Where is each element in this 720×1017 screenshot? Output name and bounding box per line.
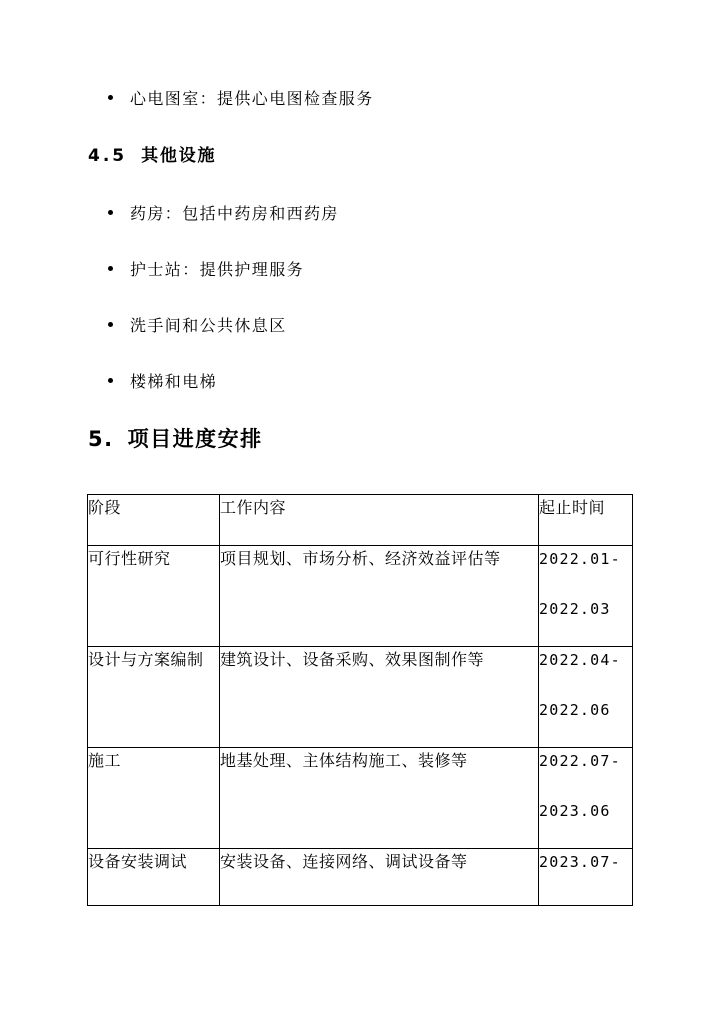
header-time: 起止时间 [539,495,633,546]
schedule-table [87,494,633,906]
bullet-icon [108,322,113,327]
section-number: 5. [88,427,114,451]
list-item [108,204,339,224]
bullet-icon [108,210,113,215]
cell-time-start: 2022.07- [539,752,621,770]
list-item [108,89,374,109]
cell-stage: 可行性研究 [88,546,220,647]
header-stage: 阶段 [88,495,220,546]
cell-stage: 施工 [88,748,220,849]
cell-time-end: 2023.06 [539,802,611,820]
bullet-icon [108,95,113,100]
cell-time [539,748,633,849]
cell-time-start: 2022.01- [539,550,621,568]
cell-time-end: 2022.03 [539,600,611,618]
header-content: 工作内容 [220,495,539,546]
cell-time-start: 2023.07- [539,853,621,871]
cell-time [539,647,633,748]
cell-content: 地基处理、主体结构施工、装修等 [220,748,539,849]
cell-stage: 设备安装调试 [88,849,220,906]
list-item [108,260,304,280]
cell-content: 安装设备、连接网络、调试设备等 [220,849,539,906]
list-item [108,316,287,336]
cell-content: 项目规划、市场分析、经济效益评估等 [220,546,539,647]
list-item-text: 楼梯和电梯 [130,372,218,391]
cell-time-start: 2022.04- [539,651,621,669]
list-item [108,372,217,392]
bullet-icon [108,378,113,383]
cell-time [539,546,633,647]
cell-time [539,849,633,906]
table-header-row [88,495,633,546]
bullet-icon [108,266,113,271]
list-item-text: 药房：包括中药房和西药房 [130,204,339,223]
cell-stage: 设计与方案编制 [88,647,220,748]
section-number: 4.5 [88,146,128,166]
list-item-text: 洗手间和公共休息区 [130,316,287,335]
cell-time-end: 2022.06 [539,701,611,719]
list-item-text: 心电图室：提供心电图检查服务 [130,89,374,108]
list-item-text: 护士站：提供护理服务 [130,260,305,279]
cell-content: 建筑设计、设备采购、效果图制作等 [220,647,539,748]
section-title: 其他设施 [141,146,217,166]
section-title: 项目进度安排 [127,427,263,451]
table-row [88,748,633,849]
section-heading-4-5 [88,145,216,167]
section-heading-5 [88,424,263,454]
table-row [88,546,633,647]
table-row [88,647,633,748]
table-row [88,849,633,906]
